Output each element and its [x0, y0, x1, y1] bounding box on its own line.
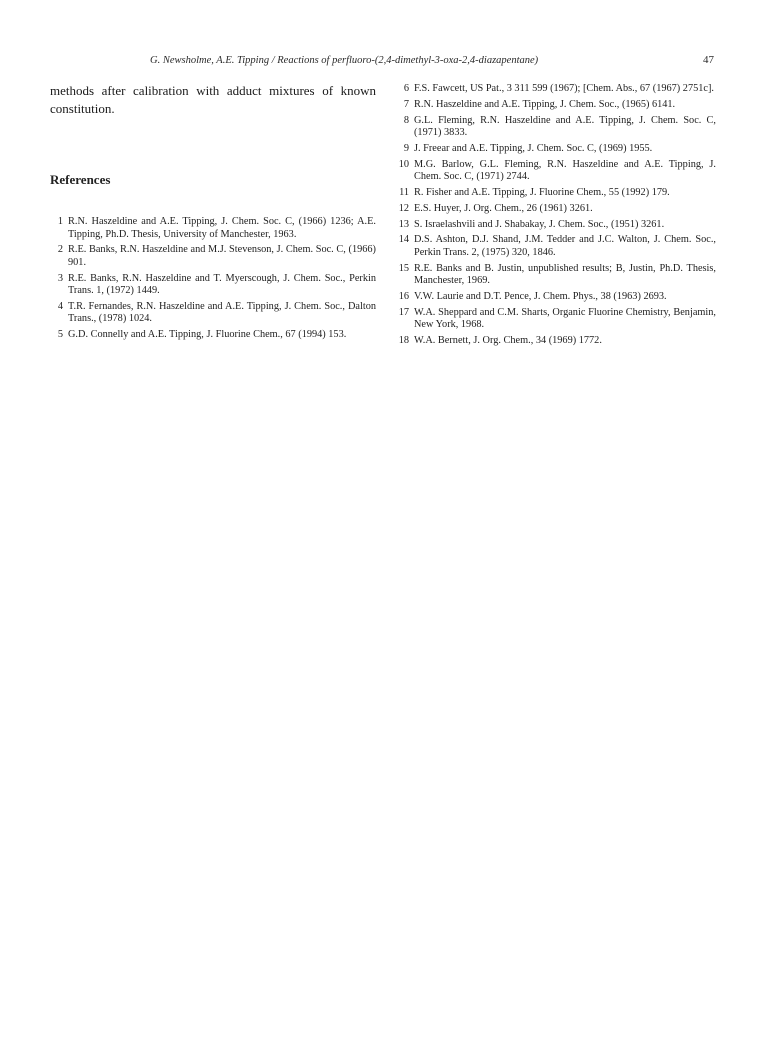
reference-text: E.S. Huyer, J. Org. Chem., 26 (1961) 3261.: [414, 202, 593, 214]
reference-number: 1: [57, 216, 63, 227]
reference-number: 12: [398, 202, 409, 214]
reference-item: [394, 115, 716, 140]
reference-number: 16: [398, 290, 409, 302]
reference-text: W.A. Bernett, J. Org. Chem., 34 (1969) 1772.: [414, 335, 602, 347]
reference-text: T.R. Fernandes, R.N. Haszeldine and A.E. Tipping, J. Chem. Soc., Dalton Trans., (1978) 1024.: [68, 300, 376, 325]
reference-text: F.S. Fawcett, US Pat., 3 311 599 (1967); [Chem. Abs., 67 (1967) 2751c].: [414, 83, 714, 94]
reference-number: 11: [399, 186, 409, 198]
reference-item: [50, 216, 376, 241]
reference-item: [394, 307, 716, 332]
reference-number: 6: [403, 83, 409, 94]
references-list-right: [394, 83, 716, 351]
reference-item: [50, 273, 376, 298]
reference-number: 2: [57, 244, 63, 256]
reference-text: V.W. Laurie and D.T. Pence, J. Chem. Phys., 38 (1963) 2693.: [414, 290, 667, 302]
reference-text: D.S. Ashton, D.J. Shand, J.M. Tedder and J.C. Walton, J. Chem. Soc., Perkin Trans. 2, (1975) 320, 1846.: [414, 234, 716, 258]
reference-item: [394, 219, 716, 232]
reference-number: 18: [398, 335, 409, 347]
reference-item: [50, 329, 376, 342]
left-column: [50, 82, 376, 345]
reference-item: [394, 83, 716, 96]
reference-text: G.D. Connelly and A.E. Tipping, J. Fluorine Chem., 67 (1994) 153.: [68, 329, 347, 341]
reference-text: M.G. Barlow, G.L. Fleming, R.N. Haszeldine and A.E. Tipping, J. Chem. Soc. C, (1971) 2744.: [414, 158, 716, 183]
reference-text: G.L. Fleming, R.N. Haszeldine and A.E. Tipping, J. Chem. Soc. C, (1971) 3833.: [414, 114, 716, 139]
references-list-left: [50, 216, 376, 342]
references-heading: References: [50, 172, 111, 187]
reference-number: 8: [403, 114, 409, 126]
reference-item: [394, 234, 716, 259]
body-paragraph: methods after calibration with adduct mixtures of known constitution.: [50, 83, 376, 116]
reference-item: [394, 159, 716, 184]
reference-item: [394, 203, 716, 216]
reference-item: [394, 187, 716, 200]
reference-text: W.A. Sheppard and C.M. Sharts, Organic Fluorine Chemistry, Benjamin, New York, 1968.: [414, 306, 716, 331]
reference-number: 5: [57, 329, 63, 341]
reference-number: 13: [398, 218, 409, 230]
reference-text: R.E. Banks and B. Justin, unpublished results; B, Justin, Ph.D. Thesis, Manchester, 1969.: [414, 262, 716, 287]
reference-number: 7: [403, 98, 409, 110]
reference-number: 4: [57, 300, 63, 312]
running-head: [0, 55, 768, 71]
page-number: 47: [703, 54, 714, 66]
reference-text: R.E. Banks, R.N. Haszeldine and T. Myerscough, J. Chem. Soc., Perkin Trans. 1, (1972) 1449.: [68, 272, 376, 297]
reference-item: [394, 99, 716, 112]
reference-number: 17: [398, 306, 409, 318]
reference-item: [394, 335, 716, 348]
reference-number: 3: [57, 272, 63, 284]
reference-item: [394, 291, 716, 304]
reference-number: 10: [398, 158, 409, 170]
running-title: G. Newsholme, A.E. Tipping / Reactions of perfluoro-(2,4-dimethyl-3-oxa-2,4-diazapentane): [150, 55, 539, 66]
reference-text: R.N. Haszeldine and A.E. Tipping, J. Chem. Soc. C, (1966) 1236; A.E. Tipping, Ph.D. Thesis, University of Manchester, 1963.: [68, 216, 376, 240]
reference-number: 14: [398, 234, 409, 246]
reference-item: [50, 244, 376, 269]
reference-item: [50, 301, 376, 326]
reference-number: 15: [398, 262, 409, 274]
reference-text: R. Fisher and A.E. Tipping, J. Fluorine Chem., 55 (1992) 179.: [414, 186, 670, 198]
reference-text: S. Israelashvili and J. Shabakay, J. Chem. Soc., (1951) 3261.: [414, 218, 665, 230]
reference-number: 9: [403, 142, 409, 154]
reference-item: [394, 143, 716, 156]
reference-text: R.N. Haszeldine and A.E. Tipping, J. Chem. Soc., (1965) 6141.: [414, 98, 676, 110]
reference-text: J. Freear and A.E. Tipping, J. Chem. Soc. C, (1969) 1955.: [414, 142, 653, 154]
reference-item: [394, 263, 716, 288]
reference-text: R.E. Banks, R.N. Haszeldine and M.J. Stevenson, J. Chem. Soc. C, (1966) 901.: [68, 244, 376, 268]
